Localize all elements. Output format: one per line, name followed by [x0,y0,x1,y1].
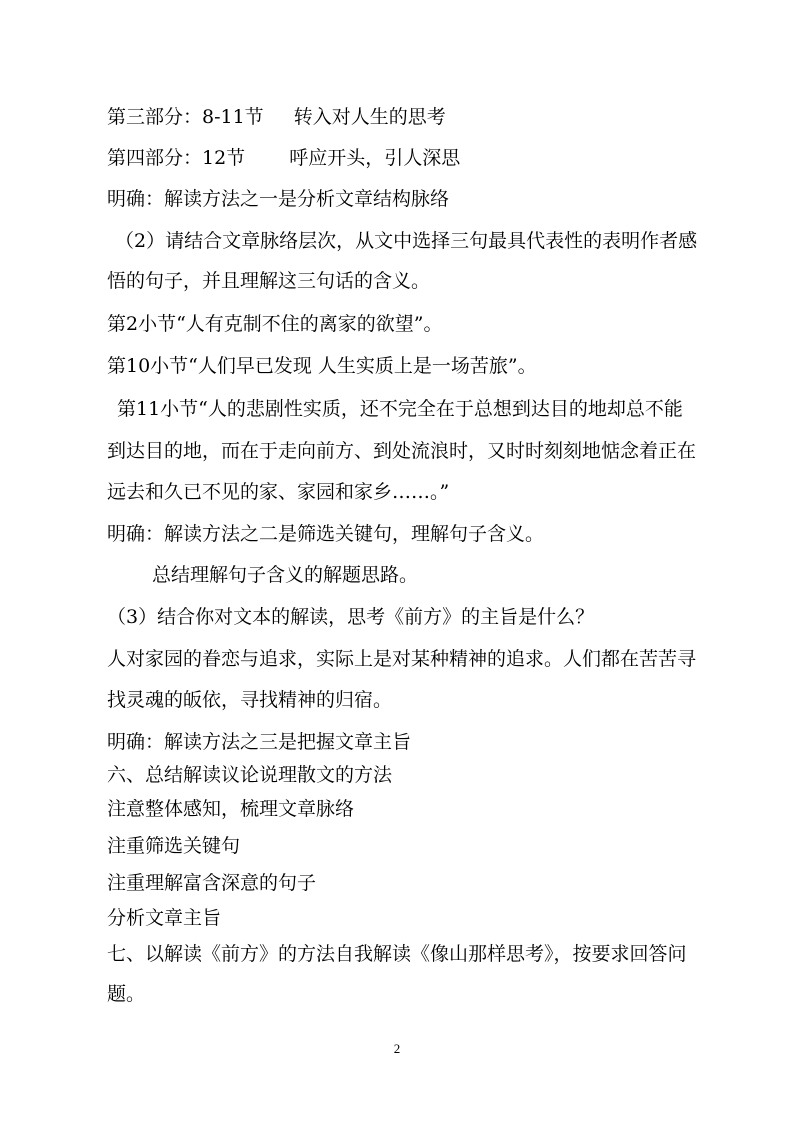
part-three-label: 第三部分：8-11节 [107,106,264,128]
question-2-line-1: （2）请结合文章脉络层次，从文中选择三句最具代表性的表明作者感 [115,230,698,252]
page-number: 2 [393,1041,401,1056]
question-2-line-2: 悟的句子，并且理解这三句话的含义。 [107,270,431,292]
quote-section-10: 第10小节“人们早已发现 人生实质上是一场苦旅”。 [107,355,537,377]
method-item-2: 注重筛选关键句 [107,835,241,857]
line-part-four [107,146,460,170]
quote-section-11-line-2: 到达目的地，而在于走向前方、到处流浪时，又时时刻刻地惦念着正在 [107,440,697,462]
method-item-4: 分析文章主旨 [107,907,222,929]
summary-line: 总结理解句子含义的解题思路。 [152,564,419,586]
part-four-desc: 呼应开头，引人深思 [289,147,461,169]
heading-seven-line-1: 七、以解读《前方》的方法自我解读《像山那样思考》，按要求回答问 [107,943,687,965]
quote-section-2: 第2小节“人有克制不住的离家的欲望”。 [107,313,443,335]
heading-seven-line-2: 题。 [107,983,146,1005]
conclusion-method-two: 明确：解读方法之二是筛选关键句，理解句子含义。 [107,523,545,545]
question-3: （3）结合你对文本的解读，思考《前方》的主旨是什么？ [107,606,595,628]
part-three-desc: 转入对人生的思考 [293,106,446,128]
conclusion-method-one: 明确：解读方法之一是分析文章结构脉络 [107,188,450,210]
quote-section-11-line-3: 远去和久已不见的家、家园和家乡……。” [107,481,450,503]
method-item-1: 注意整体感知，梳理文章脉络 [107,798,355,820]
quote-section-11-line-1: 第11小节“人的悲剧性实质，还不完全在于总想到达目的地却总不能 [117,398,683,420]
answer-3-line-1: 人对家园的眷恋与追求，实际上是对某种精神的追求。人们都在苦苦寻 [107,648,697,670]
method-item-3: 注重理解富含深意的句子 [107,872,317,894]
line-part-three [107,105,446,129]
heading-six: 六、总结解读议论说理散文的方法 [107,764,393,786]
conclusion-method-three: 明确：解读方法之三是把握文章主旨 [107,731,412,753]
part-four-label: 第四部分：12节 [107,147,246,169]
answer-3-line-2: 找灵魂的皈依，寻找精神的归宿。 [107,689,393,711]
